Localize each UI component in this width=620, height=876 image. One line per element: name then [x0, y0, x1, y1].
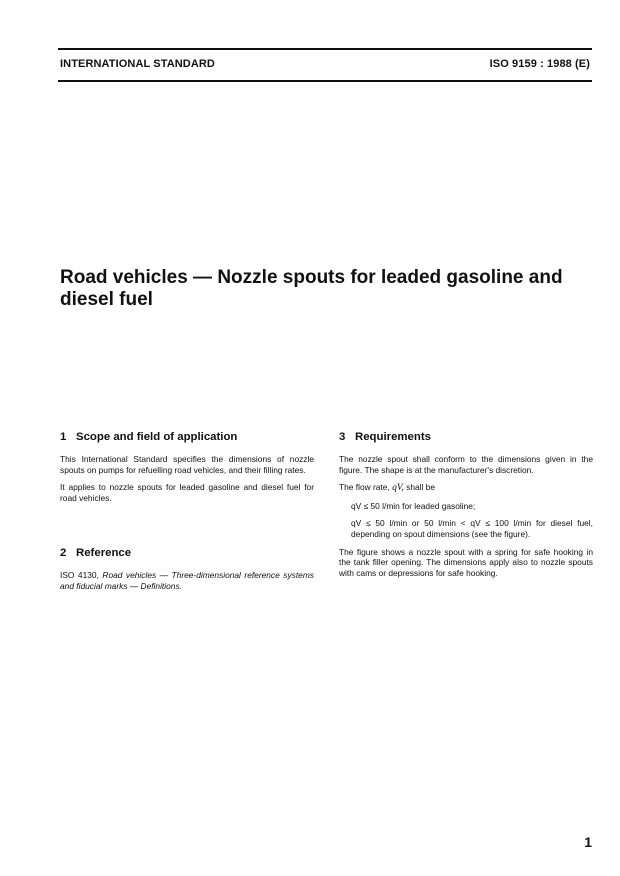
reference-title: Road vehicles — Three-dimensional reference systems and fiducial marks — Definitions. [60, 570, 314, 591]
flow-rate-condition-diesel: qV ≤ 50 l/min or 50 l/min < qV ≤ 100 l/min for diesel fuel, depending on spout dimensions (see the figure). [351, 518, 593, 539]
figure-description-paragraph: The figure shows a nozzle spout with a spring for safe hooking in the tank filler opening. The dimensions apply also to nozzle spouts with cams or depressions for safe hooking. [339, 546, 593, 578]
flow-rate-text-end: shall be [406, 482, 435, 493]
scope-paragraph: This International Standard specifies the dimensions of nozzle spouts on pumps for refuelling road vehicles, and their filling rates. [60, 454, 314, 475]
document-title: Road vehicles — Nozzle spouts for leaded gasoline and diesel fuel [60, 267, 563, 310]
reference-id: ISO 4130, [60, 570, 99, 581]
section-number: 3 [339, 431, 346, 443]
section-title: Requirements [355, 431, 431, 443]
left-column [60, 430, 314, 599]
section-number: 2 [60, 547, 67, 560]
document-type-label: INTERNATIONAL STANDARD [60, 58, 215, 70]
page-number: 1 [584, 834, 592, 850]
reference-entry [60, 570, 314, 591]
flow-rate-condition-gasoline: qV ≤ 50 l/min for leaded gasoline; [351, 500, 476, 511]
standard-number: ISO 9159 : 1988 (E) [489, 58, 590, 70]
section-spacer [60, 510, 314, 546]
section-number: 1 [60, 431, 67, 443]
header-top-rule [58, 48, 592, 50]
section-heading-requirements [339, 430, 593, 444]
flow-rate-paragraph [339, 482, 593, 494]
requirements-paragraph: The nozzle spout shall conform to the dimensions given in the figure. The shape is at the manufacturer's discretion. [339, 454, 593, 475]
section-title: Scope and field of application [76, 431, 238, 443]
section-heading-reference [60, 546, 314, 560]
flow-rate-symbol: qV, [392, 483, 404, 494]
right-column [339, 430, 593, 585]
section-heading-scope [60, 430, 314, 444]
header-bottom-rule [58, 80, 592, 82]
scope-paragraph: It applies to nozzle spouts for leaded gasoline and diesel fuel for road vehicles. [60, 482, 314, 503]
section-title: Reference [76, 547, 132, 560]
flow-rate-text: The flow rate, [339, 482, 390, 493]
